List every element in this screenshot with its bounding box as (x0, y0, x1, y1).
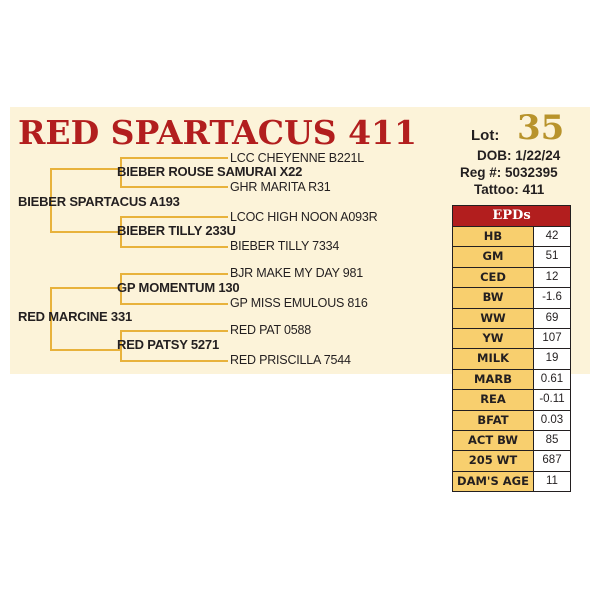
pedigree-dam-dam-dam: RED PRISCILLA 7544 (230, 353, 351, 367)
pedigree-sire-sire-dam: GHR MARITA R31 (230, 180, 331, 194)
pedigree-line (50, 231, 120, 233)
epd-rows (453, 226, 570, 491)
lot-number: 35 (517, 108, 565, 148)
epd-trait-label: MILK (453, 349, 534, 368)
epd-trait-value: 687 (534, 451, 570, 470)
pedigree-line (120, 360, 228, 362)
epd-trait-label: DAM'S AGE (453, 472, 534, 491)
pedigree-line (120, 330, 228, 332)
animal-name-title: RED SPARTACUS 411 (18, 113, 417, 152)
dob-value: 1/22/24 (515, 148, 561, 163)
epd-trait-value: 51 (534, 247, 570, 266)
epd-trait-label: 205 WT (453, 451, 534, 470)
epd-trait-value: -0.11 (534, 390, 570, 409)
epd-trait-label: ACT BW (453, 431, 534, 450)
pedigree-dam-sire-sire: BJR MAKE MY DAY 981 (230, 266, 364, 280)
pedigree-line (120, 273, 228, 275)
epd-row (453, 246, 570, 266)
pedigree-line (50, 168, 120, 170)
dob-label: DOB: (477, 148, 512, 163)
epd-trait-value: 19 (534, 349, 570, 368)
pedigree-sire-sire-sire: LCC CHEYENNE B221L (230, 151, 364, 165)
epd-trait-label: CED (453, 268, 534, 287)
epd-row (453, 226, 570, 246)
tattoo-row (474, 182, 544, 198)
epd-trait-label: REA (453, 390, 534, 409)
epd-trait-value: 85 (534, 431, 570, 450)
reg-value: 5032395 (505, 165, 558, 180)
epd-trait-value: 0.03 (534, 411, 570, 430)
epd-trait-value: 11 (534, 472, 570, 491)
epd-table-header: EPDs (453, 206, 570, 226)
epd-trait-label: YW (453, 329, 534, 348)
tattoo-label: Tattoo: (474, 182, 519, 197)
epd-row (453, 308, 570, 328)
pedigree-sire-dam-dam: BIEBER TILLY 7334 (230, 239, 340, 253)
epd-trait-value: 42 (534, 227, 570, 246)
pedigree-dam-dam-sire: RED PAT 0588 (230, 323, 311, 337)
tattoo-value: 411 (522, 182, 545, 197)
epd-row (453, 410, 570, 430)
epd-trait-label: GM (453, 247, 534, 266)
epd-row (453, 389, 570, 409)
pedigree-sire-dam: BIEBER TILLY 233U (117, 223, 236, 238)
pedigree-sire-dam-sire: LCOC HIGH NOON A093R (230, 210, 378, 224)
pedigree-dam-dam: RED PATSY 5271 (117, 337, 219, 352)
pedigree-dam-sire-dam: GP MISS EMULOUS 816 (230, 296, 368, 310)
epd-trait-value: 12 (534, 268, 570, 287)
pedigree-line (120, 246, 228, 248)
epd-trait-value: -1.6 (534, 288, 570, 307)
epd-trait-value: 69 (534, 309, 570, 328)
pedigree-dam: RED MARCINE 331 (18, 309, 133, 324)
pedigree-sire: BIEBER SPARTACUS A193 (18, 194, 180, 209)
reg-label: Reg #: (460, 165, 502, 180)
lot-label: Lot: (471, 127, 500, 144)
pedigree-line (50, 287, 120, 289)
pedigree-dam-sire: GP MOMENTUM 130 (117, 280, 240, 295)
epd-trait-value: 0.61 (534, 370, 570, 389)
pedigree-line (120, 186, 228, 188)
epd-row (453, 328, 570, 348)
pedigree-line (120, 303, 228, 305)
pedigree-line (120, 157, 228, 159)
pedigree-line (50, 349, 120, 351)
pedigree-line (120, 216, 228, 218)
epd-row (453, 471, 570, 491)
epd-table (452, 205, 571, 492)
epd-trait-label: BW (453, 288, 534, 307)
epd-row (453, 369, 570, 389)
epd-trait-label: MARB (453, 370, 534, 389)
pedigree-sire-sire: BIEBER ROUSE SAMURAI X22 (117, 164, 303, 179)
epd-trait-label: HB (453, 227, 534, 246)
epd-row (453, 267, 570, 287)
epd-row (453, 450, 570, 470)
epd-trait-value: 107 (534, 329, 570, 348)
epd-row (453, 348, 570, 368)
epd-row (453, 430, 570, 450)
epd-trait-label: BFAT (453, 411, 534, 430)
reg-row (460, 165, 558, 181)
epd-trait-label: WW (453, 309, 534, 328)
epd-row (453, 287, 570, 307)
dob-row (477, 148, 560, 164)
